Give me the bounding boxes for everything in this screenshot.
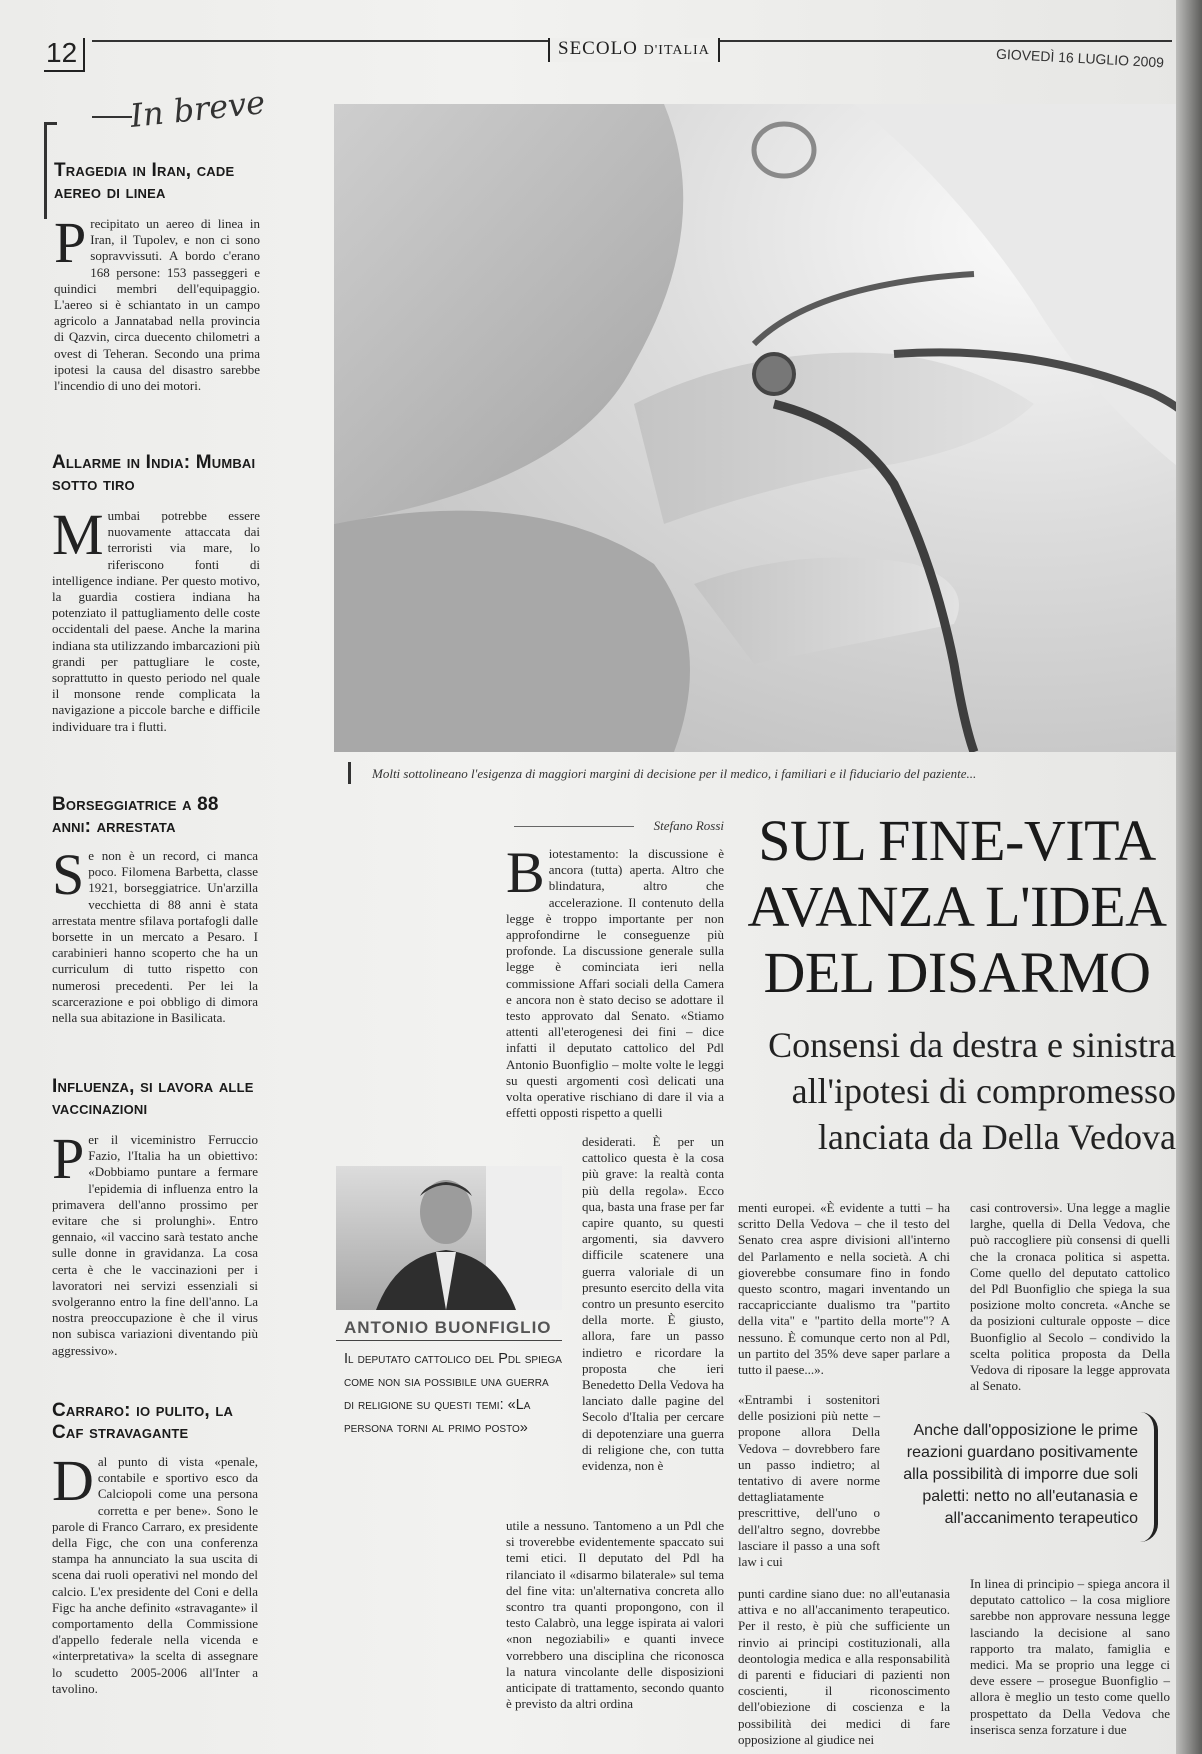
masthead-small: D'ITALIA [643,43,710,58]
article-col2-mid: «Entrambi i sostenitori delle posizioni più nette – propone allora Della Vedova – dovrebbero fare un passo indietro; al tentativo di avere norme dettagliatamente prescrittive, dell'uno o dell'altro segno, dovrebbe lasciare il passo a una soft law i cui [738,1392,880,1570]
inset-photo-illustration [336,1166,562,1310]
headline: SUL FINE-VITA AVANZA L'IDEA DEL DISARMO [747,808,1167,1005]
brief-body-india [52,502,260,735]
dropcap: D [52,1448,94,1513]
article-text: iotestamento: la discussione è ancora (tutta) aperta. Altro che blindatura, altro che accelerazione. Il contenuto della legge è troppo importante per non approfondirne le conseguenze più profonde. La discussione generale sulla legge è cominciata ieri nella commissione Affari sociali della Camera e ancora non è stato deciso se adottare il testo approvato dal Senato. «Stiamo attenti all'eterogenesi dei fini – dice infatti il deputato cattolico del Pdl Antonio Buonfiglio – molte volte le leggi su questi argomenti così delicati una volta operative rischiano di dare il via a effetti opposti rispetto a quelli [506,846,724,1121]
section-label-rule [92,116,132,118]
brief-text: er il viceministro Ferruccio Fazio, l'Italia ha un obiettivo: «Dobbiamo puntare a fermare l'epidemia di influenza entro la primavera dell'anno prossimo per evitare che si prolunghi». Entro gennaio, «il vaccino sarà testato anche sulle donne in gravidanza. La cosa certa è che le vaccinazioni per i lavoratori nei servizi essenziali si svolgeranno entro la fine dell'anno. La nostra preoccupazione è che il virus non subisca variazioni diventando più aggressivo». [52,1132,258,1358]
brief-body-iran [54,210,260,394]
dropcap: P [54,210,87,275]
byline: Stefano Rossi [514,818,724,834]
dropcap: P [52,1126,85,1191]
brief-body-borseggiatrice [52,842,258,1026]
inset-caption: Il deputato cattolico del Pdl spiega come non sia possibile una guerra di religione su questi temi: «La persona torni al primo posto» [344,1351,562,1436]
page-spine-shadow [1176,0,1202,1754]
brief-text: recipitato un aereo di linea in Iran, il Tupolev, e non ci sono sopravvissuti. A bordo c'erano 168 persone: 153 passeggeri e quindici membri dell'equipaggio. L'aereo si è schiantato in un campo agricolo a Jannatabad nella provincia di Qazvin, circa duecento chilometri a ovest di Teheran. Secondo una prima ipotesi la causa del disastro sarebbe l'incendio di uno dei motori. [54,216,260,394]
article-col2-top: menti europei. «È evidente a tutti – ha scritto Della Vedova – che il testo del Senato crea aspre divisioni all'interno del Parlamento e nella società. A chi gioverebbe consumare fino in fondo questo scontro, magari inventando un raccapricciante dualismo tra "partito della vita" e "partito della morte"? A nessuno. È comunque certo non al Pdl, un partito del 35% deve saper parlare a tutto il paese...». [738,1200,950,1378]
caption-bar [348,762,351,784]
inset-rule [336,1340,562,1341]
dropcap: M [52,502,104,567]
dropcap: S [52,842,85,907]
brief-title-carraro: Carraro: io pulito, la Caf stravagante [52,1400,234,1443]
brief-title-india: Allarme in India: Mumbai sotto tiro [52,452,256,495]
issue-date: GIOVEDÌ 16 LUGLIO 2009 [995,45,1165,71]
pull-quote-bracket [1140,1412,1158,1542]
brief-body-carraro [52,1448,258,1697]
brief-text: umbai potrebbe essere nuovamente attaccata dai terroristi via mare, lo riferiscono fonti di intelligence indiane. Per questo motivo, la guardia costiera indiana ha potenziato il pattugliamento delle coste occidentali del paese. Anche la marina indiana sta utilizzando imbarcazioni più grandi per pattugliare le coste, soprattutto in questo periodo nel quale il monsone rende complicata la navigazione a piccole barche e difficile individuare tra i flutti. [52,508,260,734]
inset-photo-buonfiglio [336,1166,562,1310]
brief-title-borseggiatrice: Borseggiatrice a 88 anni: arrestata [52,794,219,837]
page-number: 12 [44,38,85,72]
brief-text: e non è un record, ci manca poco. Filomena Barbetta, classe 1921, borseggiatrice. Un'arzilla vecchietta di 88 anni è stata arrestata mentre sfilava portafogli dalle borsette in un mercato a Pesaro. I carabinieri hanno scoperto che ha un curriculum di tutto rispetto con numerosi precedenti. Per lei la scarcerazione e poi obbligo di dimora nella sua abitazione in Basilicata. [52,848,258,1026]
masthead-main: SECOLO [558,38,638,59]
masthead [548,38,720,62]
pull-quote: Anche dall'opposizione le prime reazioni guardano positivamente alla possibilità di imporre due soli paletti: netto no all'eutanasia e all'accanimento terapeutico [903,1422,1138,1527]
article-col1-bottom: utile a nessuno. Tantomeno a un Pdl che si troverebbe evidentemente spaccato sui temi etici. Il deputato del Pdl ha rilanciato il «disarmo bilaterale» sul tema del fine vita: un'alternativa concreta allo scontro tra quanti propongono, con il testo Calabrò, una legge ispirata ai valori «non negoziabili» e quanti invece vorrebbero una disciplina che riconosca la natura vincolante delle disposizioni anticipate di trattamento, secondo quanto è previsto da altri ordina [506,1518,724,1712]
article-col3-top: casi controversi». Una legge a maglie larghe, quella di Della Vedova, che può raccogliere più consensi di quelli che la cronaca politica si aspetta. Come quello del deputato cattolico del Pdl Buonfiglio che spiega la sua posizione molto concreta. «Anche se da posizioni culturale opposte – dice Buonfiglio al Secolo – condivido la scelta politica proposta da Della Vedova di riposare la legge approvata al Senato. [970,1200,1170,1394]
brief-body-influenza [52,1126,258,1359]
main-photo-doctor-stethoscope [334,104,1200,752]
brief-text: al punto di vista «penale, contabile e sportivo esco da Calciopoli come una persona corretta e per bene». Sono le parole di Franco Carraro, ex presidente della Figc, che con una conferenza stampa ha annunciato la sua uscita di scena dai ruoli operativi nel mondo del calcio. L'ex presidente del Coni e della Figc ha anche definito «stravagante» il comportamento della Commissione d'appello federale nella vicenda e «interpretativa» la scelta di assegnare lo scudetto 2005-2006 all'Inter a tavolino. [52,1454,258,1696]
article-col2-bottom: punti cardine siano due: no all'eutanasia attiva e no all'accanimento terapeutico. Per il resto, è più che sufficiente un rinvio ai principi costituzionali, alla deontologia medica e alla responsabilità di parenti e fiduciari di pazienti non coscienti, il riconoscimento dell'obiezione di coscienza e la possibilità dei medici di fare opposizione al giudice nei [738,1586,950,1747]
section-label: In breve [128,83,267,135]
inset-name: ANTONIO BUONFIGLIO [344,1318,552,1337]
brief-title-iran: Tragedia in Iran, cade aereo di linea [54,160,235,203]
article-col1-narrow: desiderati. È per un cattolico questa è la cosa più grave: la realtà conta più della regola». Ecco qua, basta una frase per far capire quanto, su questi argomenti, sia davvero difficile scatenere una guerra valoriale di un presunto esercito della vita contro un presunto esercito della morte. È giusto, allora, fare un passo indietro e ricordare la proposta che ieri Benedetto Della Vedova ha lanciato dalle pagine del Secolo d'Italia per cercare di depotenziare una guerra di religione che, con tutta evidenza, non è [582,1134,724,1474]
dropcap: B [506,840,545,905]
article-col3-bottom: In linea di principio – spiega ancora il deputato cattolico – la cosa migliore sarebbe non approvare nessuna legge lasciando la decisione al sano rapporto tra malato, famiglia e medici. Ma se proprio una legge ci deve essere – prosegue Buonfiglio – allora è meglio un testo come quello prospettato da Della Vedova che inserisca senza forzature i due [970,1576,1170,1737]
photo-illustration [334,104,1200,752]
subheadline: Consensi da destra e sinistra all'ipotesi di compromesso lanciata da Della Vedova [768,1025,1176,1157]
article-col1-top [506,840,724,1121]
photo-caption: Molti sottolineano l'esigenza di maggiori margini di decisione per il medico, i familiari e il fiduciario del paziente... [372,766,977,781]
brief-title-influenza: Influenza, si lavora alle vaccinazioni [52,1076,254,1119]
